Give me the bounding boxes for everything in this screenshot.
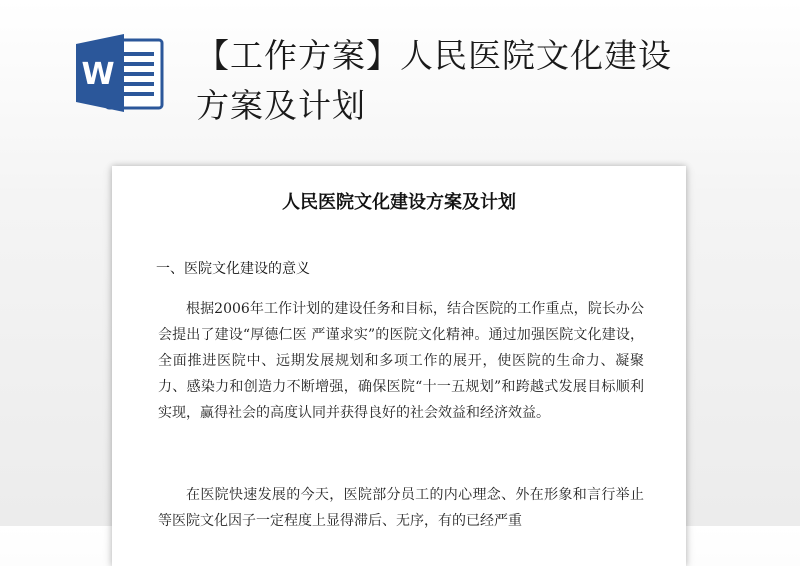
paragraph: 在医院快速发展的今天，医院部分员工的内心理念、外在形象和言行举止等医院文化因子一定程度上显得滞后、无序，有的已经严重 xyxy=(158,487,644,529)
banner-title-line-2: 方案及计划 xyxy=(196,86,366,125)
section-heading: 一、医院文化建设的意义 xyxy=(156,261,310,277)
word-icon-letter: W xyxy=(81,57,115,92)
word-document-icon xyxy=(76,32,166,114)
document-heading: 人民医院文化建设方案及计划 xyxy=(282,192,516,213)
document-page xyxy=(112,166,686,566)
banner-title-line-1: 【工作方案】人民医院文化建设 xyxy=(196,36,672,75)
paragraph: 根据2006年工作计划的建设任务和目标，结合医院的工作重点，院长办公会提出了建设“厚德仁医 严谨求实”的医院文化精神。通过加强医院文化建设，全面推进医院中、远期发展规划和多项工作的展开，使医院的生命力、凝聚力、感染力和创造力不断增强，确保医院“十一五规划”和跨越式发展目标顺利实现，赢得社会的高度认同并获得良好的社会效益和经济效益。 xyxy=(158,301,644,421)
